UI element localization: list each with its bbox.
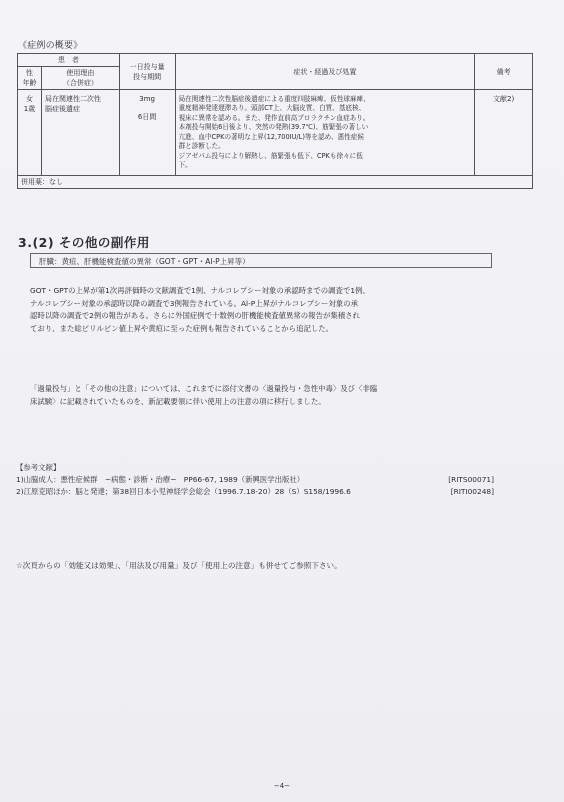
section-title: 《症例の概要》	[18, 41, 83, 51]
cell-reason: 局在関連性二次性 脳症後遺症	[41, 90, 119, 176]
section-heading: 3.(2) その他の副作用	[18, 235, 150, 250]
header-sex-age: 性 年齢	[18, 67, 42, 90]
header-reason: 使用理由 （合併症）	[41, 67, 119, 90]
reference-item: 2)江原克昭ほか：脳と発達；第38回日本小児神経学会総会（1996.7.18-20）28（S）S158/1996.6 [RITI00248]	[16, 487, 494, 496]
table-row	[18, 90, 533, 176]
cell-symptoms: 局在関連性二次性脳症後遺症による重度四肢麻痺、仮性球麻痺、 重度精神発達遅滞あり。頭部CT上、大脳皮質、白質、基底核、 視床に異常を認める。また、発作直前高プロラクチン血症あり。 本剤投与開始6日後より、突然の発熱(39.7℃)、筋緊張の著しい 亢進、血中CPKの著明な上昇(12,700IU/L)等を認め、悪性症候 群と診断した。 ジアゼパム投与により解熱し、筋緊張も低下、CPKも徐々に低 下。	[175, 90, 475, 176]
cell-dose: 3mg 6日間	[119, 90, 175, 176]
header-patient: 患 者	[18, 54, 120, 67]
header-remarks: 備考	[475, 54, 533, 90]
reference-code: [RITI00248]	[450, 487, 494, 496]
cell-sex-age: 女 1歳	[18, 90, 42, 176]
liver-note-box: 肝臓：黄疸、肝機能検査値の異常（GOT・GPT・Al-P上昇等）	[30, 253, 492, 268]
case-summary-table	[17, 53, 533, 189]
table-header-row	[18, 54, 533, 67]
references	[16, 462, 494, 498]
paragraph-overdose: 「過量投与」と「その他の注意」については、これまでに添付文書の〈過量投与・急性中毒〉及び〈非臨 床試験〉に記載されていたものを、新記載要領に伴い使用上の注意の項に移行しました。	[30, 384, 378, 406]
reference-code: [RITS00071]	[448, 475, 494, 484]
cell-remarks: 文献2)	[475, 90, 533, 176]
reference-item: 1)山脇成人：悪性症候群 −病態・診断・治療− PP66-67, 1989（新興医学出版社） [RITS00071]	[16, 475, 494, 484]
footer-note: ☆次頁からの「効能又は効果」、「用法及び用量」及び「使用上の注意」も併せてご参照下さい。	[16, 561, 342, 570]
paragraph-liver: GOT・GPTの上昇が第1次再評価時の文献調査で1例、ナルコレプシー対象の承認時までの調査で1例、 ナルコレプシー対象の承認時以降の調査で3例報告されている。Al-P上昇がナルコレプシー対象の承 認時以降の調査で2例の報告がある。さらに外国症例で十数例の肝機能検査値異常の報告が集積され ており、また総ビリルビン値上昇や黄疸に至った症例も報告されていることから追記した。	[30, 286, 370, 334]
concomitant-drugs: 併用薬：なし	[18, 176, 533, 189]
header-dose: 一日投与量 投与期間	[119, 54, 175, 90]
header-symptoms: 症状・経過及び処置	[175, 54, 475, 90]
concomitant-row	[18, 176, 533, 189]
page-number: −4−	[273, 782, 291, 790]
references-title: 【参考文献】	[16, 463, 61, 472]
